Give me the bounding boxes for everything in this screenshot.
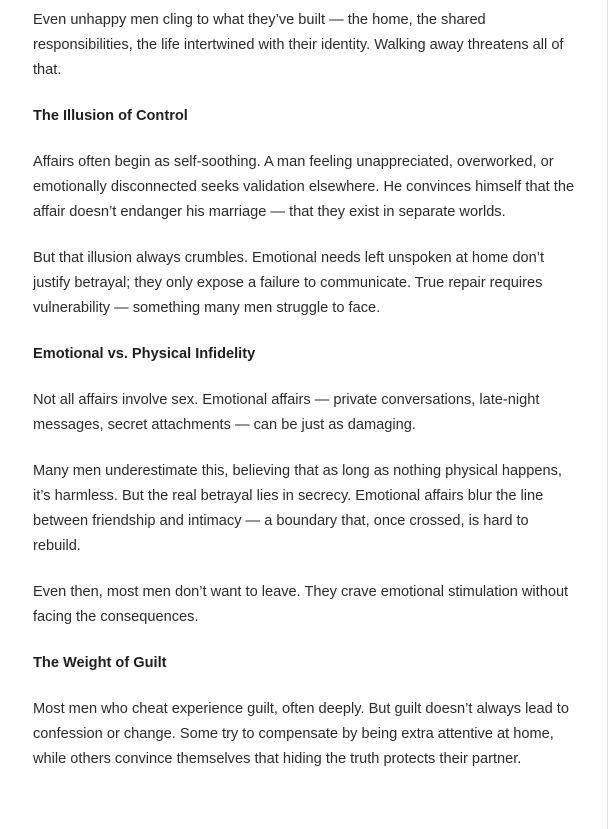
heading-weight-of-guilt: The Weight of Guilt (33, 655, 167, 671)
paragraph-walking-away: Even unhappy men cling to what they’ve built — the home, the shared responsibilities, the life intertwined with their identity. Walking away threatens all of that. (33, 12, 564, 78)
paragraph-not-all-affairs: Not all affairs involve sex. Emotional affairs — private conversations, late-night messages, secret attachments — can be just as damaging. (33, 392, 540, 433)
article-body (33, 8, 578, 793)
paragraph-underestimate: Many men underestimate this, believing that as long as nothing physical happens, it’s harmless. But the real betrayal lies in secrecy. Emotional affairs blur the line between friendship and intimacy — a boundary that, once crossed, is hard to rebuild. (33, 463, 562, 554)
paragraph-affairs-self-soothing: Affairs often begin as self-soothing. A man feeling unappreciated, overworked, or emotionally disconnected seeks validation elsewhere. He convinces himself that the affair doesn’t endanger his marriage — that they exist in separate worlds. (33, 154, 575, 220)
paragraph-illusion-crumbles: But that illusion always crumbles. Emotional needs left unspoken at home don’t justify betrayal; they only expose a failure to communicate. True repair requires vulnerability — something many men struggle to face. (33, 250, 545, 316)
paragraph-guilt: Most men who cheat experience guilt, often deeply. But guilt doesn’t always lead to confession or change. Some try to compensate by being extra attentive at home, while others convince themselves that hiding the truth protects their partner. (33, 701, 569, 767)
paragraph-even-then: Even then, most men don’t want to leave. They crave emotional stimulation without facing the consequences. (33, 584, 569, 625)
page-edge-divider (607, 0, 608, 829)
heading-emotional-vs-physical: Emotional vs. Physical Infidelity (33, 346, 256, 362)
heading-illusion-of-control: The Illusion of Control (33, 108, 188, 124)
